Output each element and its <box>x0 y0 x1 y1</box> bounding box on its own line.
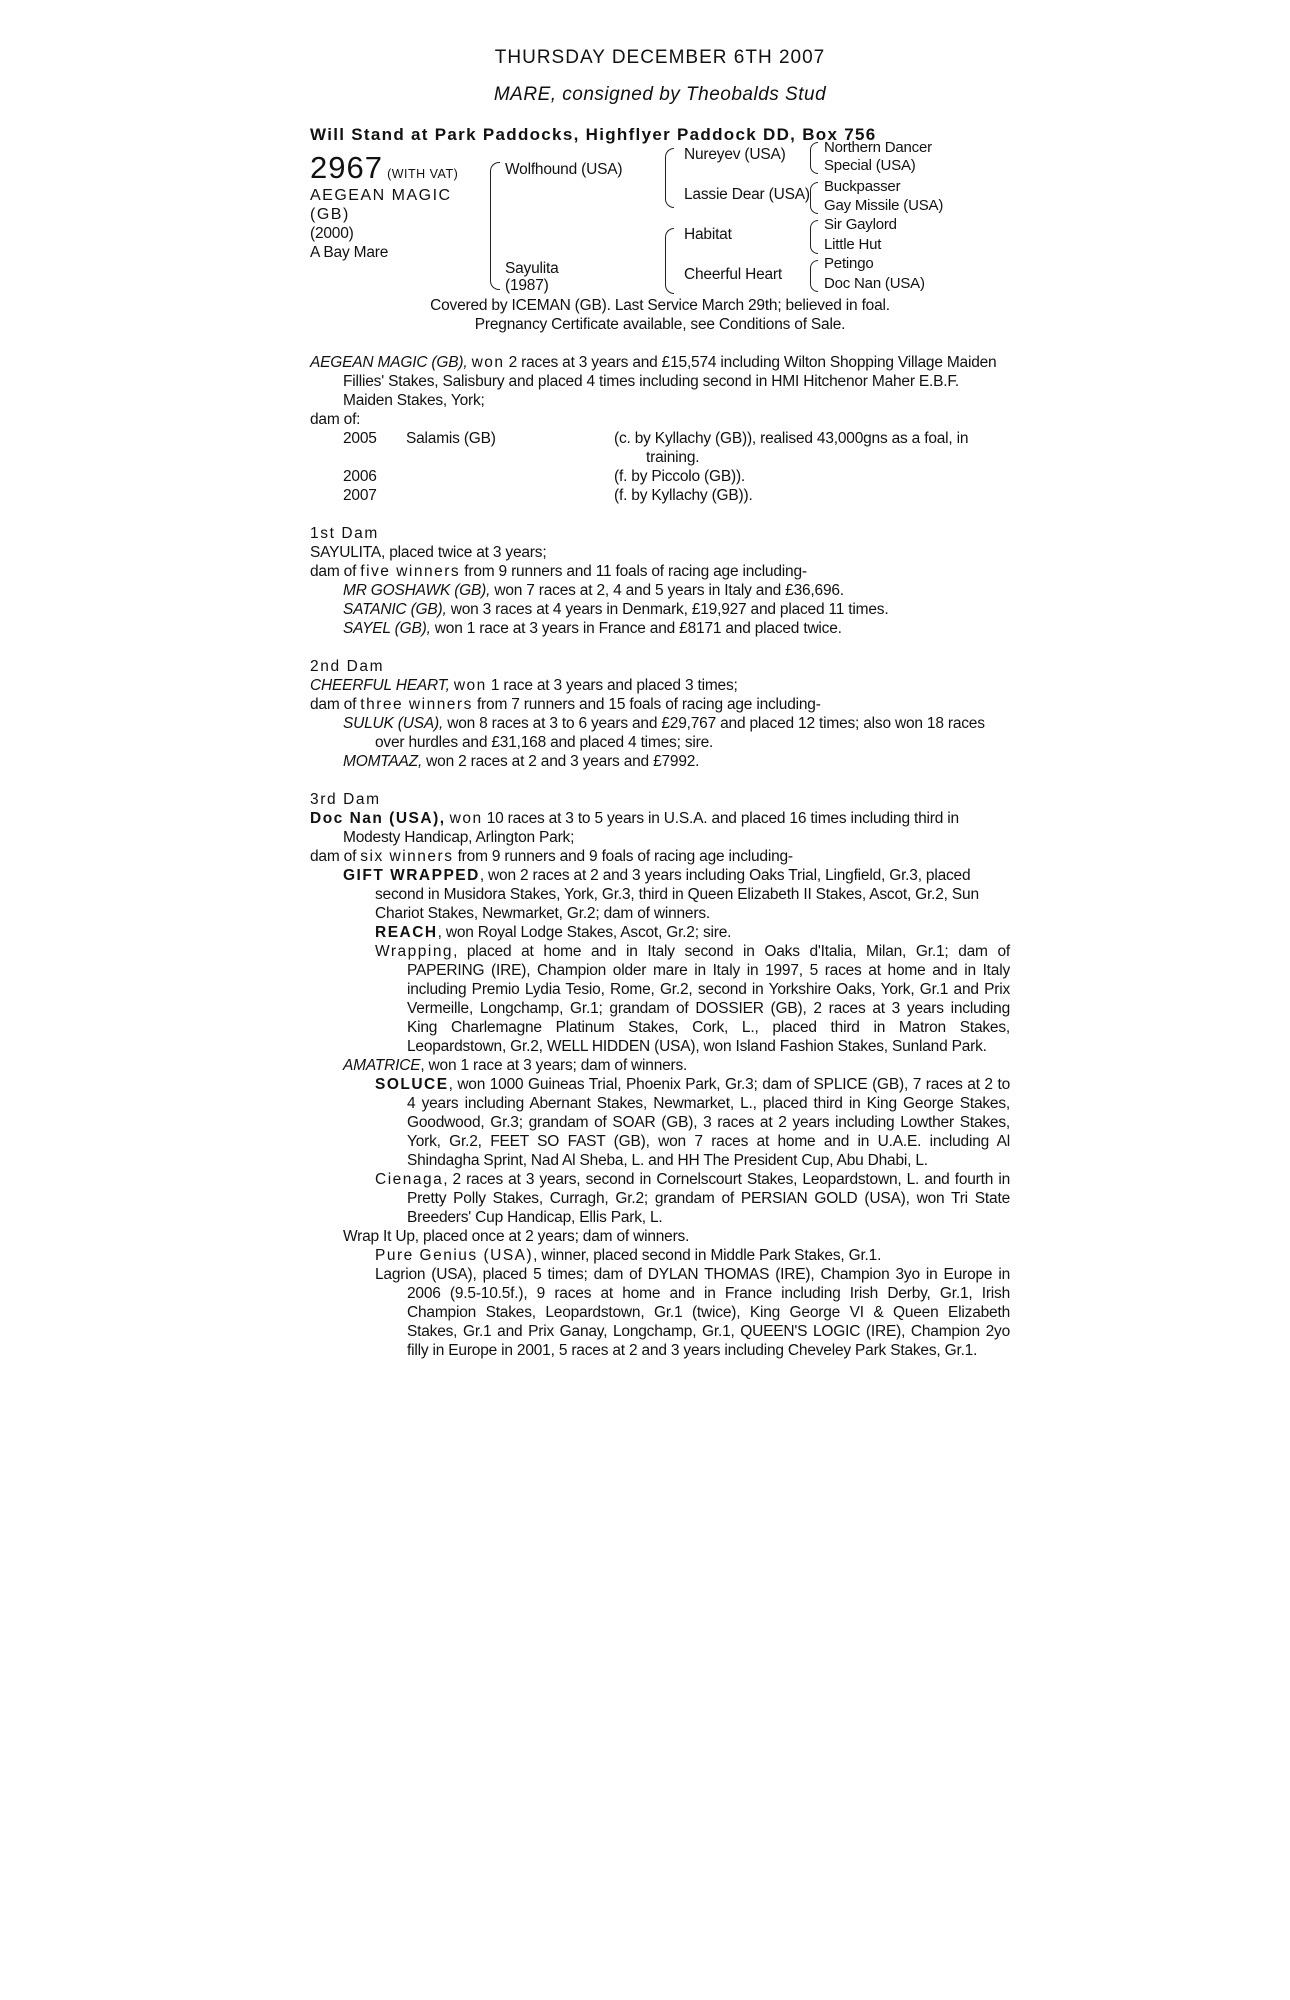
progeny-text: , won 1 race at 3 years; dam of winners. <box>420 1057 688 1074</box>
produce-name: Salamis (GB) <box>406 430 496 447</box>
gen3-brace-1 <box>810 142 818 174</box>
progeny-text: , won 2 races at 2 and 3 years including Oaks Trial, Lingfield, Gr.3, placed second in Musidora Stakes, York, Gr.3, third in Queen Elizabeth II Stakes, Ascot, Gr.2, Sun Chariot Stakes, Newmarket, Gr.2; dam of winners. <box>375 867 979 922</box>
horse-name: AEGEAN MAGIC <box>310 187 452 204</box>
winners-count: five winners <box>360 563 461 580</box>
progeny-text: , 2 races at 3 years, second in Cornelscourt Stakes, Leopardstown, L. and fourth in Pretty Polly Stakes, Curragh, Gr.2; grandam of PERSIAN GOLD (USA), won Tri State Breeders' Cup Handicap, Ellis Park, L. <box>407 1171 1010 1226</box>
sd-sire: Buckpasser <box>824 178 901 195</box>
first-dam-section <box>310 524 1010 638</box>
progeny-text: won 1 race at 3 years in France and £8171 and placed twice. <box>434 620 842 637</box>
lot-number: 2967 <box>310 150 383 185</box>
gen2-brace-sire <box>665 148 674 208</box>
second-dam-produce-summary <box>310 695 1010 714</box>
progeny-name: SAYEL (GB), <box>343 620 431 637</box>
progeny-name: MR GOSHAWK (GB), <box>343 582 491 599</box>
mare-record <box>310 353 1010 410</box>
progeny-text: , placed at home and in Italy second in Oaks d'Italia, Milan, Gr.1; dam of PAPERING (IRE), Champion older mare in Italy in 1997, 5 races at home and in Italy including Premio Lydia Tesio, Rome, Gr.2, second in Yorkshire Oaks, York, Gr.1 and Prix Vermeille, Longchamp, Gr.1; grandam of DOSSIER (GB), 2 races at 3 years including King Charlemagne Platinum Stakes, Cork, L., placed third in Matron Stakes, Leopardstown, Gr.2, WELL HIDDEN (USA), won Island Fashion Stakes, Sunland Park. <box>407 943 1010 1055</box>
dam-year: (1987) <box>505 277 549 294</box>
progeny-text: , placed 5 times; dam of DYLAN THOMAS (IRE), Champion 3yo in Europe in 2006 (9.5-10.5f.), 9 races at home and in France including Irish Derby, Gr.1, Irish Champion Stakes, Leopardstown, Gr.1 (twice), King George VI & Queen Elizabeth Stakes, Gr.1 and Prix Ganay, Longchamp, Gr.1, QUEEN'S LOGIC (IRE), Champion 2yo filly in Europe in 2001, 5 races at 2 and 3 years including Cheveley Park Stakes, Gr.1. <box>407 1266 1010 1359</box>
progeny-entry <box>310 619 1010 638</box>
gen3-brace-2 <box>810 182 818 214</box>
dd-dam: Doc Nan (USA) <box>824 275 925 292</box>
progeny-entry <box>310 600 1010 619</box>
third-dam-name: Doc Nan (USA), <box>310 810 446 827</box>
progeny-name: Lagrion (USA) <box>375 1266 473 1283</box>
sale-date: THURSDAY DECEMBER 6TH 2007 <box>494 47 826 68</box>
progeny-name: AMATRICE <box>343 1057 421 1074</box>
runners-text: from 9 runners and 11 foals of racing age including- <box>464 563 807 580</box>
second-dam-section <box>310 657 1010 771</box>
progeny-name: REACH <box>375 924 438 941</box>
grandprogeny-entry <box>310 923 1010 942</box>
third-dam-heading: 3rd Dam <box>310 791 381 808</box>
sire-name: Wolfhound (USA) <box>505 161 623 178</box>
third-dam-section <box>310 790 1010 1360</box>
produce-remark: (f. by Kyllachy (GB)). <box>614 487 753 504</box>
third-dam-text: 10 races at 3 to 5 years in U.S.A. and placed 16 times including third in Modesty Handicap, Arlington Park; <box>343 810 959 846</box>
progeny-text: won 7 races at 2, 4 and 5 years in Italy and £36,696. <box>494 582 844 599</box>
catalogue-page <box>310 44 1010 1360</box>
progeny-name: Pure Genius (USA) <box>375 1247 534 1264</box>
gen3-brace-3 <box>810 220 818 254</box>
second-dam-won: won <box>453 677 487 694</box>
second-dam-heading: 2nd Dam <box>310 658 385 675</box>
dam-sire: Habitat <box>684 226 732 243</box>
progeny-name: Wrapping <box>375 943 454 960</box>
dam-of-text: dam of <box>310 696 357 713</box>
lot-info <box>310 150 490 262</box>
third-dam-produce-summary <box>310 847 1010 866</box>
sd-dam: Gay Missile (USA) <box>824 197 944 214</box>
third-dam-record <box>310 809 1010 847</box>
progeny-name: GIFT WRAPPED <box>343 867 480 884</box>
gen3-brace-4 <box>810 260 818 292</box>
gen2-brace-dam <box>665 228 674 294</box>
progeny-name: SOLUCE <box>375 1076 449 1093</box>
mare-section <box>310 353 1010 505</box>
ds-sire: Sir Gaylord <box>824 216 897 233</box>
sire-sire: Nureyev (USA) <box>684 146 786 163</box>
progeny-text: , won Royal Lodge Stakes, Ascot, Gr.2; sire. <box>437 924 732 941</box>
progeny-name: SATANIC (GB), <box>343 601 447 618</box>
second-dam-name: CHEERFUL HEART, <box>310 677 450 694</box>
produce-name <box>406 486 614 505</box>
vat-note: (WITH VAT) <box>387 167 459 181</box>
progeny-entry <box>310 866 1010 923</box>
horse-name-suffix: (GB) <box>310 206 350 223</box>
progeny-text: , placed once at 2 years; dam of winners. <box>414 1228 690 1245</box>
produce-remark: (f. by Piccolo (GB)). <box>614 468 746 485</box>
third-dam-won: won <box>449 810 483 827</box>
grandprogeny-entry <box>310 1170 1010 1227</box>
produce-row <box>310 467 1010 486</box>
dam-name: Sayulita <box>505 260 559 277</box>
progeny-text: won 2 races at 2 and 3 years and £7992. <box>426 753 700 770</box>
second-dam-text: 1 race at 3 years and placed 3 times; <box>490 677 738 694</box>
ss-dam: Special (USA) <box>824 157 916 174</box>
progeny-name: Cienaga <box>375 1171 444 1188</box>
cover-note: Covered by ICEMAN (GB). Last Service March 29th; believed in foal. <box>430 297 890 314</box>
second-dam-record <box>310 676 1010 695</box>
first-dam-heading: 1st Dam <box>310 525 379 542</box>
dam-dam: Cheerful Heart <box>684 266 782 283</box>
progeny-text: won 3 races at 4 years in Denmark, £19,927 and placed 11 times. <box>450 601 889 618</box>
produce-name <box>406 467 614 486</box>
ds-dam: Little Hut <box>824 236 882 253</box>
first-dam-produce-summary <box>310 562 1010 581</box>
consignment-line: MARE, consigned by Theobalds Stud <box>493 84 827 105</box>
dd-sire: Petingo <box>824 255 874 272</box>
foaling-year: (2000) <box>310 225 354 242</box>
progeny-entry <box>310 1227 1010 1246</box>
progeny-text: , winner, placed second in Middle Park Stakes, Gr.1. <box>533 1247 882 1264</box>
progeny-text: , won 1000 Guineas Trial, Phoenix Park, Gr.3; dam of SPLICE (GB), 7 races at 2 to 4 years including Abernant Stakes, Newmarket, L., placed third in King George Stakes, Goodwood, Gr.3; grandam of SOAR (GB), 3 races at 2 years including Lowther Stakes, York, Gr.2, FEET SO FAST (GB), won 7 races at home and in U.A.E. including Al Shindagha Sprint, Nad Al Sheba, L. and HH The President Cup, Abu Dhabi, L. <box>407 1076 1010 1169</box>
produce-row <box>310 486 1010 505</box>
sire-dam: Lassie Dear (USA) <box>684 186 810 203</box>
produce-year: 2005 <box>343 430 377 447</box>
gen1-brace <box>490 162 500 290</box>
runners-text: from 7 runners and 15 foals of racing age including- <box>476 696 821 713</box>
grandprogeny-entry <box>310 1075 1010 1170</box>
mare-name: AEGEAN MAGIC (GB), <box>310 354 468 371</box>
grandprogeny-entry <box>310 942 1010 1056</box>
mare-text: 2 races at 3 years and £15,574 including Wilton Shopping Village Maiden Fillies' Stakes, Salisbury and placed 4 times including second in HMI Hitchenor Maher E.B.F. Maiden Stakes, York; <box>343 354 997 409</box>
winners-count: six winners <box>360 848 454 865</box>
winners-count: three winners <box>360 696 473 713</box>
produce-remark: (c. by Kyllachy (GB)), realised 43,000gns as a foal, in training. <box>614 430 969 466</box>
produce-year: 2006 <box>343 468 377 485</box>
progeny-text: won 8 races at 3 to 6 years and £29,767 and placed 12 times; also won 18 races over hurdles and £31,168 and placed 4 times; sire. <box>375 715 985 751</box>
dam-of-text: dam of <box>310 563 357 580</box>
produce-row <box>310 429 1010 467</box>
mare-won: won <box>471 354 505 371</box>
progeny-entry <box>310 581 1010 600</box>
ss-sire: Northern Dancer <box>824 139 932 156</box>
progeny-name: Wrap It Up <box>343 1228 415 1245</box>
dam-of-text: dam of <box>310 848 357 865</box>
horse-description: A Bay Mare <box>310 244 389 261</box>
runners-text: from 9 runners and 9 foals of racing age including- <box>457 848 793 865</box>
progeny-name: MOMTAAZ, <box>343 753 423 770</box>
progeny-entry <box>310 1056 1010 1075</box>
pedigree-table <box>310 139 1010 296</box>
progeny-name: SULUK (USA), <box>343 715 444 732</box>
produce-year: 2007 <box>343 487 377 504</box>
pregnancy-note: Pregnancy Certificate available, see Conditions of Sale. <box>474 316 846 333</box>
first-dam-line: SAYULITA, placed twice at 3 years; <box>310 544 547 561</box>
stand-location: Will Stand at Park Paddocks, Highflyer Paddock DD, Box 756 <box>310 125 877 144</box>
grandprogeny-entry <box>310 1246 1010 1265</box>
dam-of-label: dam of: <box>310 411 361 428</box>
progeny-entry <box>310 714 1010 752</box>
progeny-entry <box>310 752 1010 771</box>
grandprogeny-entry <box>310 1265 1010 1360</box>
